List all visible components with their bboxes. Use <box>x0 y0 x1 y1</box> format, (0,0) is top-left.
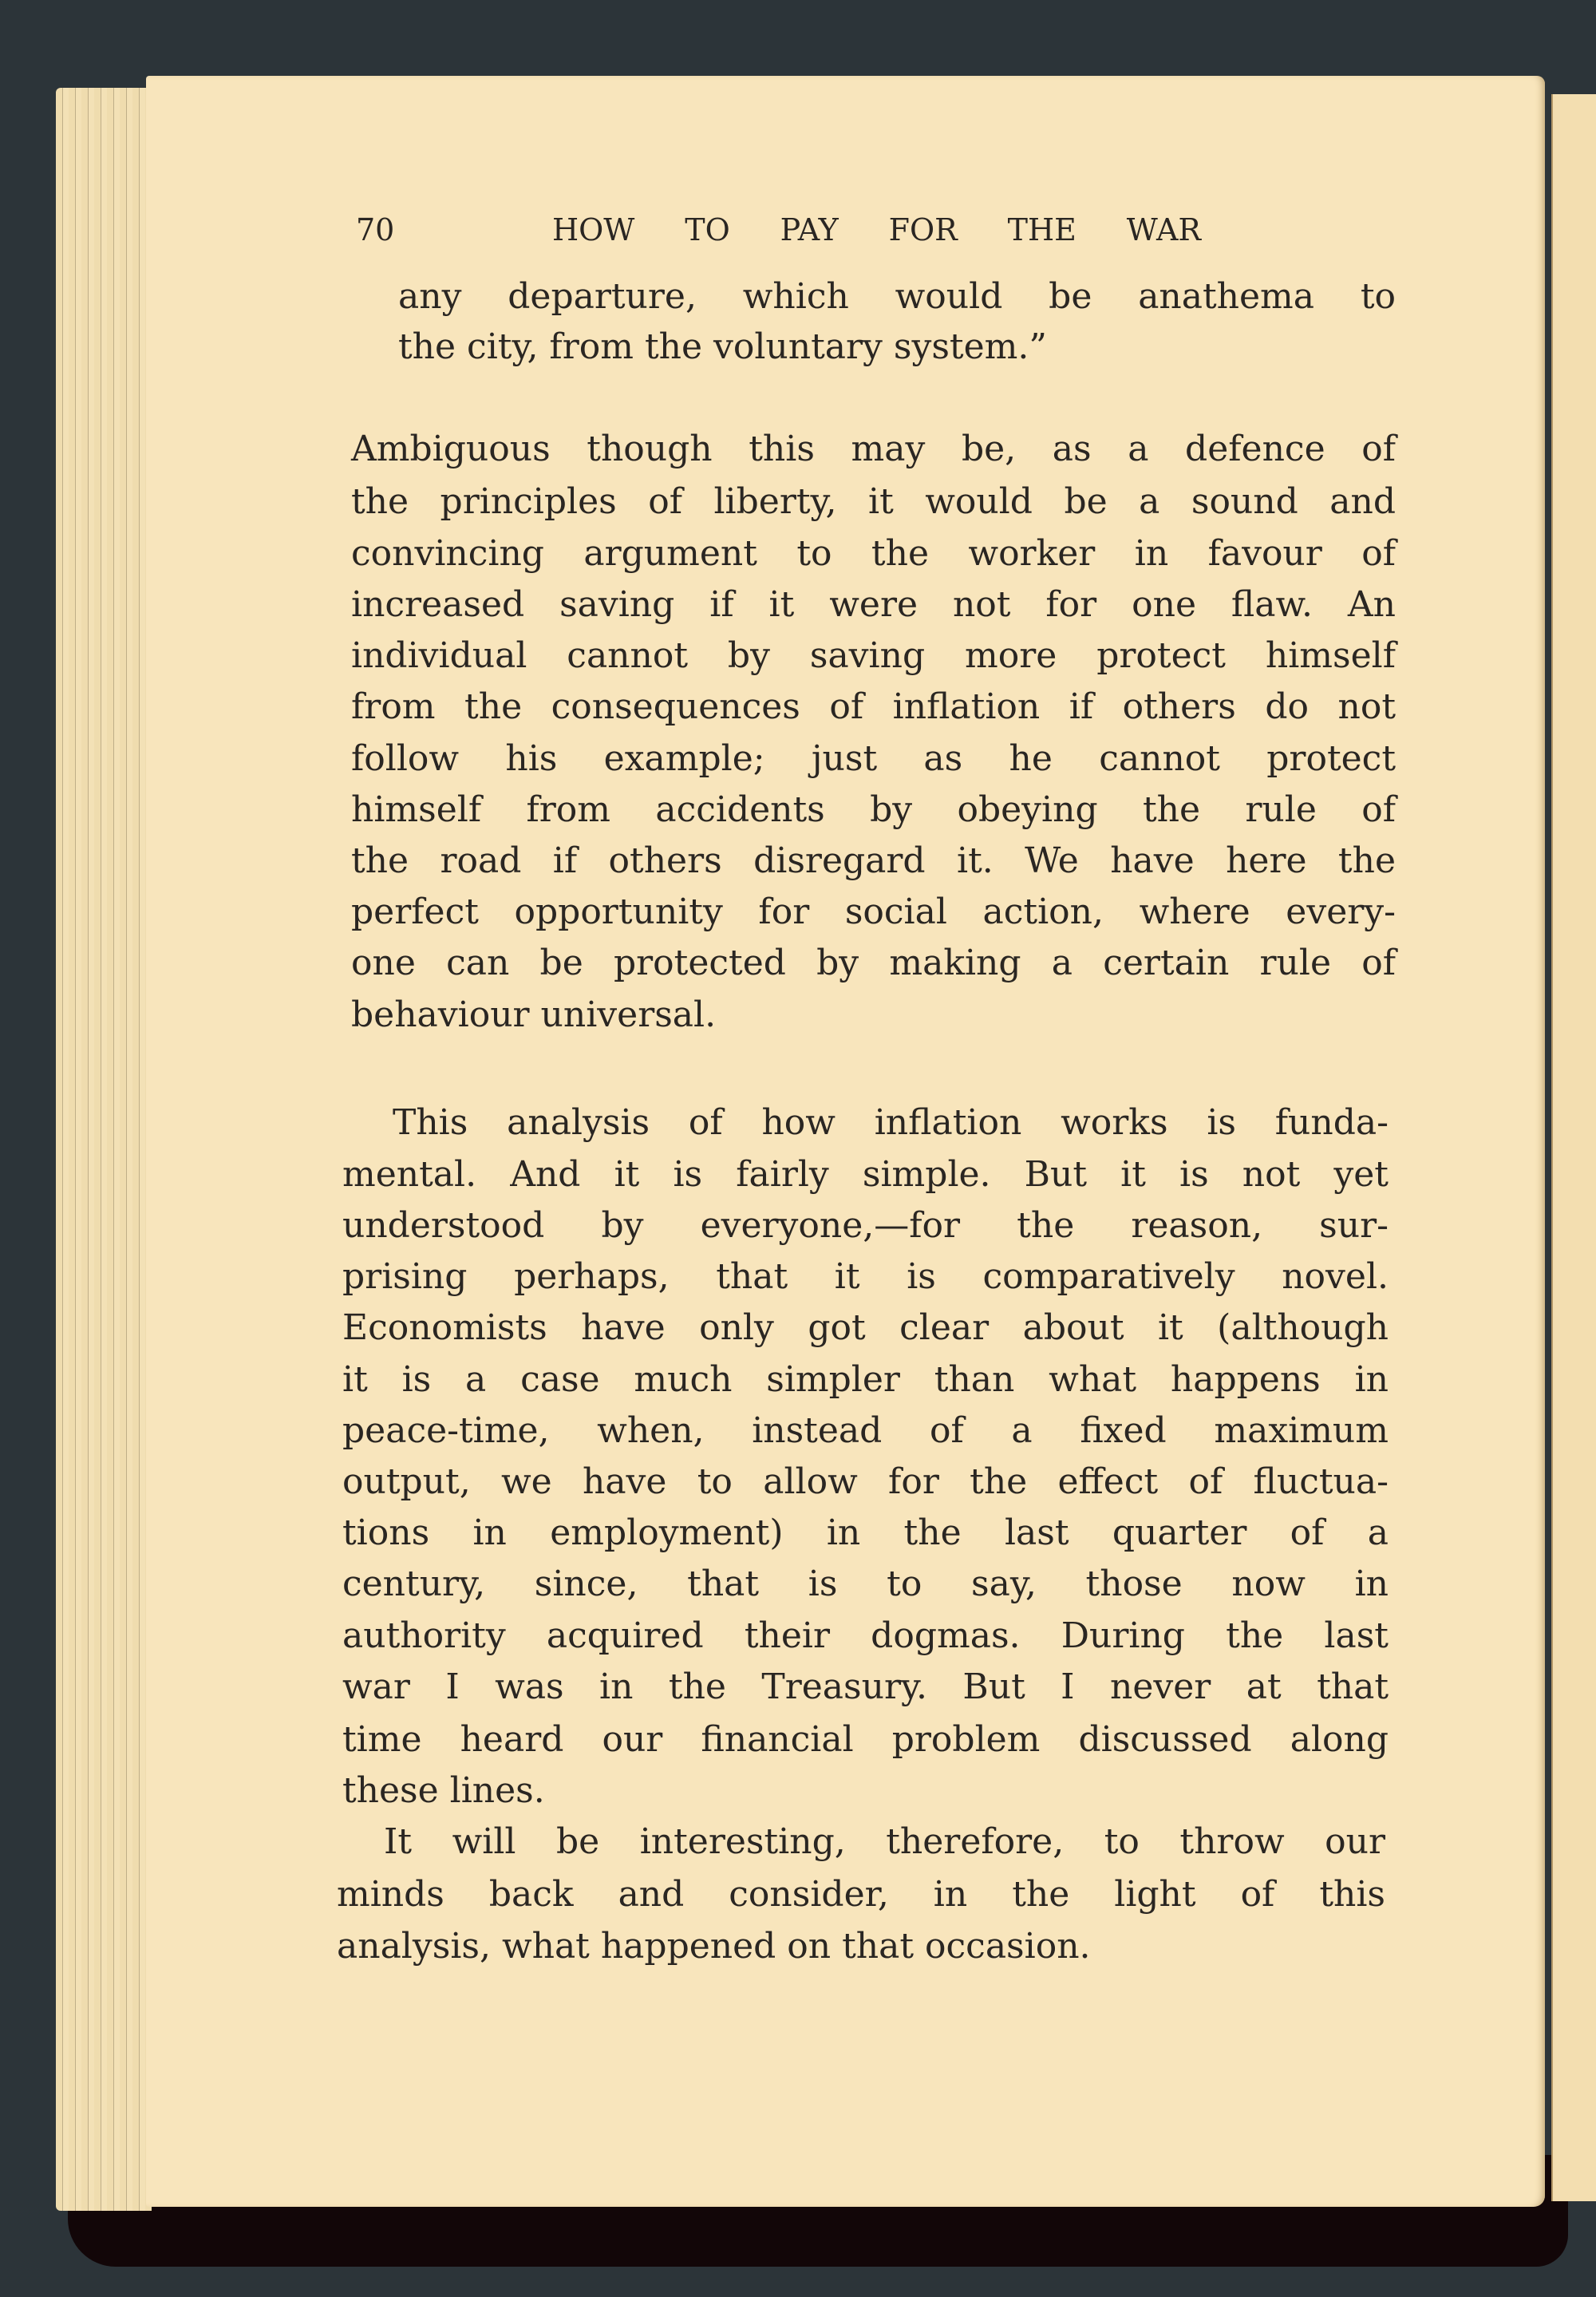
text-line: war I was in the Treasury. But I never at that <box>342 1666 1389 1707</box>
text-line: follow his example; just as he cannot protect <box>351 738 1396 779</box>
text-line: from the consequences of inflation if others do not <box>351 686 1396 727</box>
text-line: time heard our financial problem discussed along <box>342 1719 1389 1760</box>
facing-page-edge <box>1551 94 1596 2201</box>
text-line: behaviour universal. <box>351 994 717 1035</box>
text-line: increased saving if it were not for one flaw. An <box>351 584 1396 625</box>
text-line: authority acquired their dogmas. During the last <box>342 1615 1389 1656</box>
text-line: century, since, that is to say, those now in <box>342 1564 1389 1604</box>
text-line: output, we have to allow for the effect of fluctua- <box>342 1461 1389 1502</box>
text-line: the road if others disregard it. We have here the <box>351 840 1396 881</box>
text-line: any departure, which would be anathema to <box>398 276 1396 317</box>
text-line: perfect opportunity for social action, where every- <box>351 892 1396 932</box>
text-line: Ambiguous though this may be, as a defence of <box>351 429 1396 469</box>
text-line: peace-time, when, instead of a fixed maximum <box>342 1410 1389 1451</box>
text-line: these lines. <box>342 1770 545 1811</box>
text-line: mental. And it is fairly simple. But it is not yet <box>342 1154 1389 1195</box>
text-line: minds back and consider, in the light of this <box>337 1874 1385 1915</box>
text-line: tions in employment) in the last quarter of a <box>342 1512 1389 1553</box>
page-number: 70 <box>356 212 395 247</box>
text-line: the principles of liberty, it would be a sound and <box>351 481 1396 522</box>
running-title: HOW TO PAY FOR THE WAR <box>552 212 1201 247</box>
text-line: it is a case much simpler than what happens in <box>342 1359 1389 1400</box>
text-line: understood by everyone,—for the reason, sur- <box>342 1205 1389 1246</box>
text-line: Economists have only got clear about it (although <box>342 1307 1389 1348</box>
text-line: analysis, what happened on that occasion. <box>337 1926 1091 1967</box>
text-line: himself from accidents by obeying the rule of <box>351 789 1396 830</box>
page-stack-edge <box>56 88 152 2211</box>
text-line: prising perhaps, that it is comparatively novel. <box>342 1256 1389 1297</box>
text-line: the city, from the voluntary system.” <box>398 326 1047 367</box>
text-line: convincing argument to the worker in favour of <box>351 533 1396 574</box>
text-line: This analysis of how inflation works is funda- <box>393 1102 1389 1143</box>
text-line: individual cannot by saving more protect himself <box>351 635 1396 676</box>
text-line: one can be protected by making a certain rule of <box>351 943 1396 983</box>
text-line: It will be interesting, therefore, to throw our <box>384 1821 1385 1862</box>
